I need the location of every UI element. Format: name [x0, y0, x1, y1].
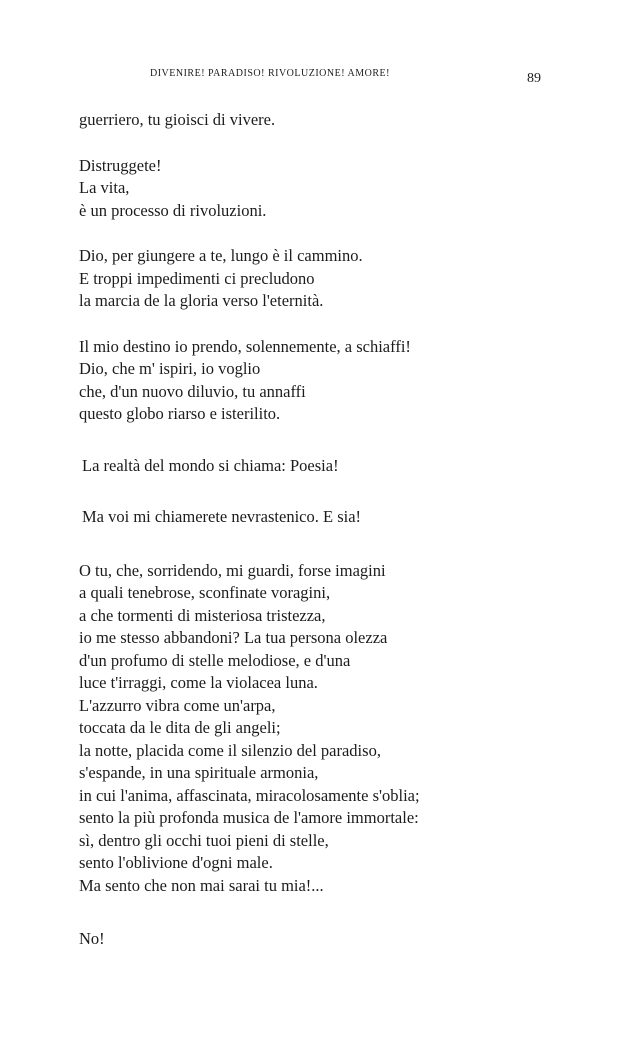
stanza: [79, 455, 539, 478]
verse-line: io me stesso abbandoni? La tua persona olezza: [79, 628, 388, 647]
stanza: [79, 155, 539, 223]
verse-line: sento la più profonda musica de l'amore immortale:: [79, 808, 419, 827]
verse-line: O tu, che, sorridendo, mi guardi, forse imagini: [79, 560, 386, 580]
verse-line: guerriero, tu gioisci di vivere.: [79, 110, 276, 129]
verse-line: No!: [79, 929, 105, 948]
verse-line: L'azzurro vibra come un'arpa,: [79, 695, 276, 715]
stanza: [79, 109, 539, 132]
verse-line: Distruggete!: [79, 155, 162, 175]
verse-line: in cui l'anima, affascinata, miracolosamente s'oblia;: [79, 785, 420, 805]
verse-line: Il mio destino io prendo, solennemente, a schiaffi!: [79, 336, 411, 356]
running-title: DIVENIRE! PARADISO! RIVOLUZIONE! AMORE!: [150, 68, 390, 79]
verse-line: Ma sento che non mai sarai tu mia!...: [79, 875, 324, 895]
verse-line: sì, dentro gli occhi tuoi pieni di stelle,: [79, 830, 329, 850]
verse-line: La realtà del mondo si chiama: Poesia!: [82, 455, 339, 475]
stanza: [79, 560, 539, 898]
verse-line: toccata da le dita de gli angeli;: [79, 718, 281, 737]
page-number: 89: [527, 71, 541, 86]
verse-line: d'un profumo di stelle melodiose, e d'una: [79, 650, 351, 670]
verse-line: a quali tenebrose, sconfinate voragini,: [79, 583, 331, 602]
verse-line: a che tormenti di misteriosa tristezza,: [79, 605, 326, 625]
verse-line: Dio, per giungere a te, lungo è il cammino.: [79, 246, 363, 265]
verse-line: la marcia de la gloria verso l'eternità.: [79, 291, 324, 310]
stanza: [79, 506, 539, 529]
stanza: [79, 928, 539, 951]
verse-line: questo globo riarso e isterilito.: [79, 404, 281, 423]
verse-line: la notte, placida come il silenzio del paradiso,: [79, 740, 381, 760]
verse-line: luce t'irraggi, come la violacea luna.: [79, 673, 318, 692]
verse-line: Ma voi mi chiamerete nevrastenico. E sia!: [82, 507, 362, 526]
verse-line: s'espande, in una spirituale armonia,: [79, 763, 319, 782]
verse-line: E troppi impedimenti ci precludono: [79, 268, 315, 288]
stanza: [79, 245, 539, 313]
verse-line: sento l'oblivione d'ogni male.: [79, 853, 273, 872]
verse-line: La vita,: [79, 178, 130, 197]
poem-text: [79, 109, 539, 951]
verse-line: è un processo di rivoluzioni.: [79, 200, 267, 220]
verse-line: Dio, che m' ispiri, io voglio: [79, 359, 261, 378]
verse-line: che, d'un nuovo diluvio, tu annaffi: [79, 381, 306, 401]
stanza: [79, 336, 539, 426]
